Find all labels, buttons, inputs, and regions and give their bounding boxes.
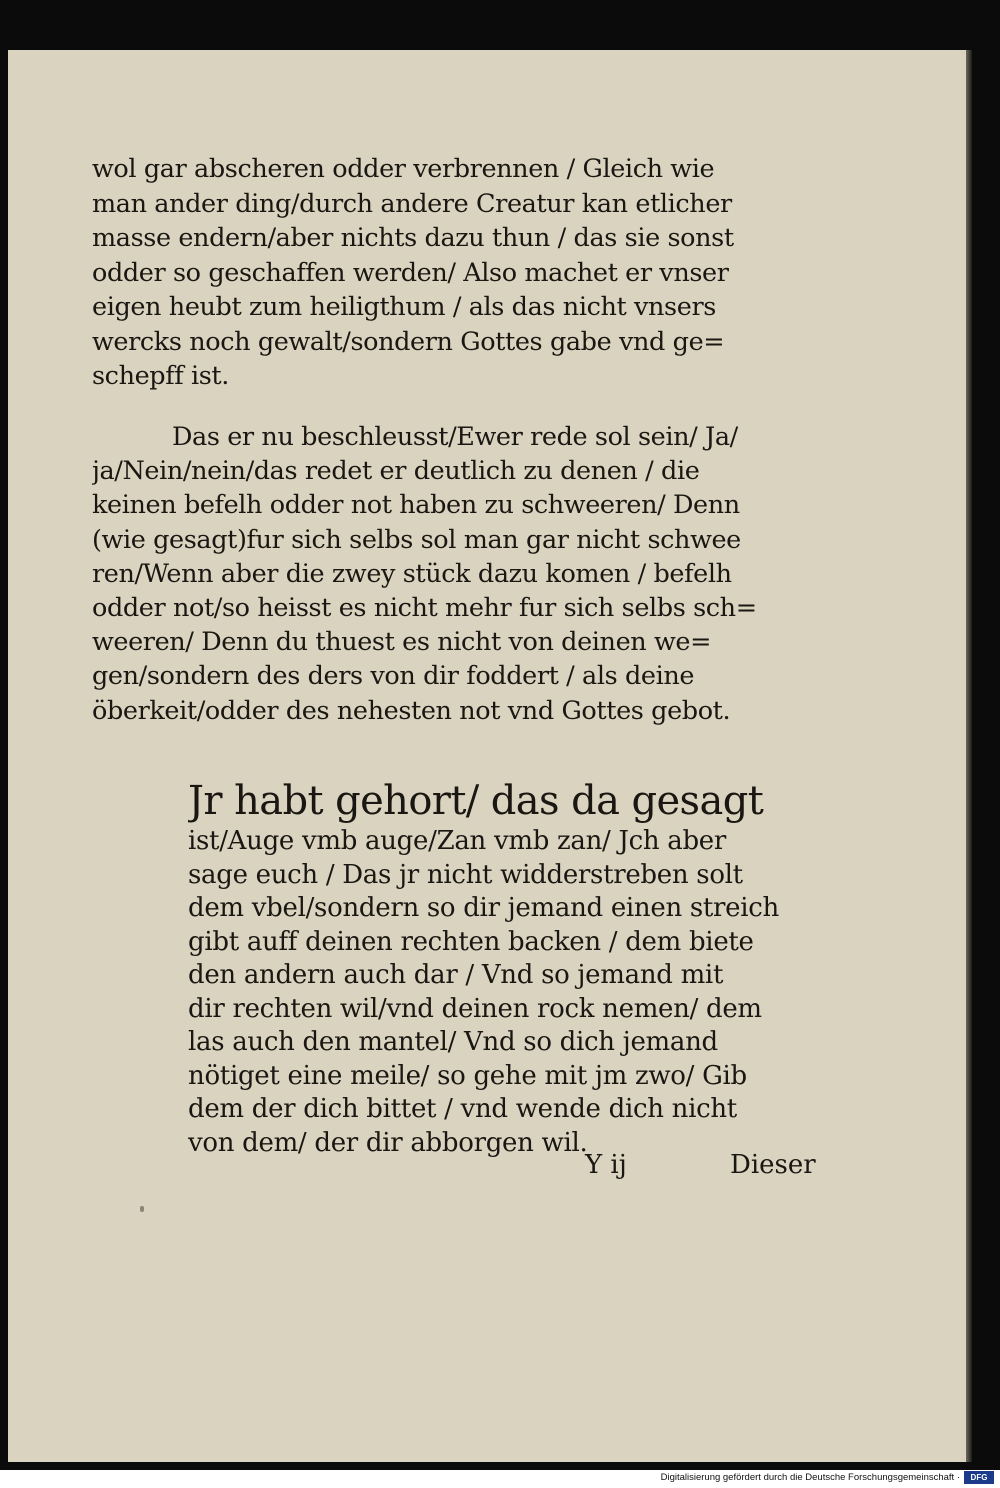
quotation-opening-line: Jr habt gehort/ das da gesagt	[188, 778, 764, 824]
text-line: von dem/ der dir abborgen wil.	[188, 1127, 588, 1158]
text-line: ist/Auge vmb auge/Zan vmb zan/ Jch aber	[188, 826, 727, 856]
paragraph-1	[92, 152, 812, 394]
text-line: weeren/ Denn du thuest es nicht von deinen we=	[92, 627, 712, 658]
text-line: dir rechten wil/vnd deinen rock nemen/ dem	[188, 993, 762, 1024]
text-line: wol gar abscheren odder verbrennen / Gleich wie	[92, 154, 715, 184]
text-line: gen/sondern des ders von dir foddert / als deine	[92, 661, 695, 692]
scripture-quotation	[188, 775, 828, 1160]
text-line: (wie gesagt)fur sich selbs sol man gar nicht schwee	[92, 524, 741, 555]
text-line: Das er nu beschleusst/Ewer rede sol sein/ Ja/	[172, 422, 738, 452]
text-line: keinen befelh odder not haben zu schweeren/ Denn	[92, 490, 740, 521]
text-line: man ander ding/durch andere Creatur kan etlicher	[92, 188, 732, 219]
text-line: dem vbel/sondern so dir jemand einen streich	[188, 893, 779, 923]
dfg-logo: DFG	[964, 1471, 994, 1484]
text-line: odder not/so heisst es nicht mehr fur sich selbs sch=	[92, 593, 757, 624]
text-line: den andern auch dar / Vnd so jemand mit	[188, 960, 724, 990]
text-line: schepff ist.	[92, 361, 229, 391]
text-line: dem der dich bittet / vnd wende dich nicht	[188, 1094, 737, 1124]
text-line: gibt auff deinen rechten backen / dem biete	[188, 926, 754, 957]
text-line: sage euch / Das jr nicht widderstreben solt	[188, 859, 743, 890]
text-line: wercks noch gewalt/sondern Gottes gabe vnd ge=	[92, 326, 725, 357]
text-line: ja/Nein/nein/das redet er deutlich zu denen / die	[92, 456, 700, 487]
text-line: masse endern/aber nichts dazu thun / das sie sonst	[92, 223, 734, 253]
signature-mark: Y ij	[585, 1150, 627, 1180]
catchword: Dieser	[730, 1150, 816, 1180]
text-line: las auch den mantel/ Vnd so dich jemand	[188, 1027, 718, 1057]
text-line: öberkeit/odder des nehesten not vnd Gottes gebot.	[92, 695, 731, 726]
paragraph-2	[92, 420, 812, 728]
text-line: odder so geschaffen werden/ Also machet er vnser	[92, 257, 729, 288]
text-line: ren/Wenn aber die zwey stück dazu komen / befelh	[92, 558, 732, 589]
text-line: nötiget eine meile/ so gehe mit jm zwo/ Gib	[188, 1060, 747, 1091]
page-edge	[966, 50, 972, 1462]
page-footer-marks	[585, 1150, 825, 1190]
ink-smudge	[140, 1206, 144, 1212]
funding-notice: Digitalisierung gefördert durch die Deutsche Forschungsgemeinschaft ·	[660, 1472, 960, 1483]
text-line: eigen heubt zum heiligthum / als das nicht vnsers	[92, 292, 716, 322]
